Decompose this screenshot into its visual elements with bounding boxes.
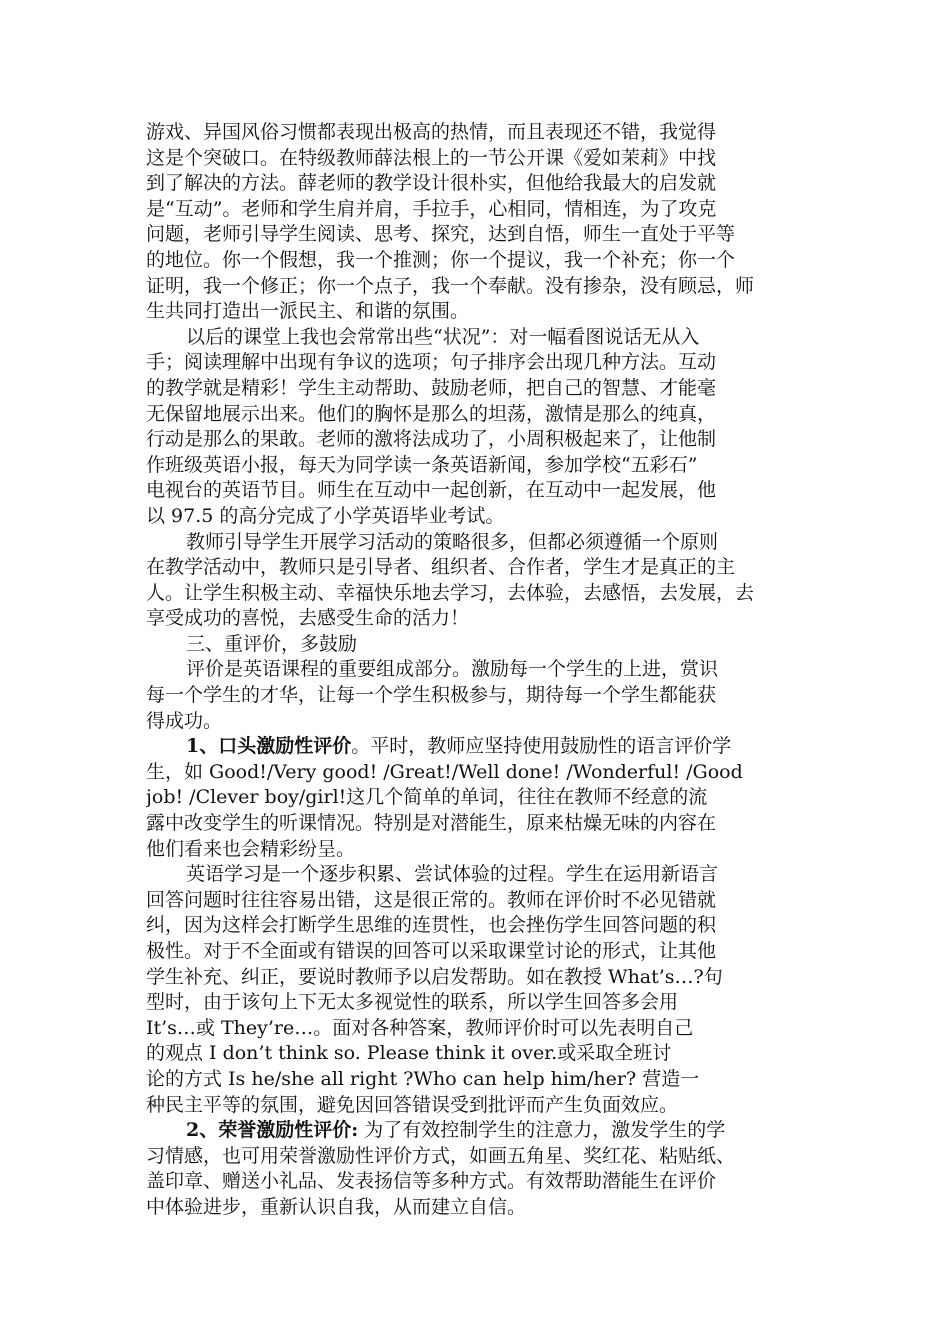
text-line: 论的方式 Is he/she all right ?Who can help him/her? 营造一 (146, 1067, 700, 1090)
text-run: 为了有效控制学生的注意力，激发学生的学 (358, 1119, 726, 1142)
text-line: 游戏、异国风俗习惯都表现出极高的热情，而且表现还不错，我觉得 (146, 121, 717, 143)
subheading-honor-praise: 2、荣誉激励性评价: (186, 1119, 359, 1142)
text-line: 在教学活动中，教师只是引导者、组织者、合作者，学生才是真正的主 (146, 556, 736, 579)
subheading-oral-praise: 1、口头激励性评价 (186, 735, 352, 758)
text-line: 盖印章、赠送小礼品、发表扬信等多种方式。有效帮助潜能生在评价 (146, 1170, 717, 1193)
text-line: 中体验进步，重新认识自我，从而建立自信。 (146, 1195, 527, 1218)
text-line: 每一个学生的才华，让每一个学生积极参与，期待每一个学生都能获 (146, 684, 717, 707)
text-line: 评价是英语课程的重要组成部分。激励每一个学生的上进，赏识 (186, 658, 719, 681)
text-line: 得成功。 (146, 709, 223, 732)
text-line: 生，如 Good!/Very good! /Great!/Well done! /Wonderful! /Good (146, 760, 743, 783)
text-line: 他们看来也会精彩纷呈。 (146, 837, 356, 860)
text-line: 以 97.5 的高分完成了小学英语毕业考试。 (146, 504, 505, 527)
text-line: 到了解决的方法。薛老师的教学设计很朴实，但他给我最大的启发就 (146, 172, 717, 195)
text-line: It’s…或 They’re…。面对各种答案，教师评价时可以先表明自己 (146, 1016, 694, 1039)
text-line: 学生补充、纠正，要说时教师予以启发帮助。如在教授 What’s…?句 (146, 965, 723, 988)
document-page (146, 120, 808, 1221)
text-line: 手；阅读理解中出现有争议的选项；句子排序会出现几种方法。互动 (146, 351, 717, 374)
text-line: 这是个突破口。在特级教师薛法根上的一节公开课《爱如茉莉》中找 (146, 146, 717, 169)
text-line: 回答问题时往往容易出错，这是很正常的。教师在评价时不必见错就 (146, 888, 717, 911)
text-line: 型时，由于该句上下无太多视觉性的联系，所以学生回答多会用 (146, 991, 679, 1014)
text-line: 电视台的英语节目。师生在互动中一起创新，在互动中一起发展，他 (146, 479, 717, 502)
text-line: 纠，因为这样会打断学生思维的连贯性，也会挫伤学生回答问题的积 (146, 914, 717, 937)
text-line: 极性。对于不全面或有错误的回答可以采取课堂讨论的形式，让其他 (146, 940, 717, 962)
text-line: 英语学习是一个逐步积累、尝试体验的过程。学生在运用新语言 (186, 863, 719, 886)
text-line: 证明，我一个修正；你一个点子，我一个奉献。没有掺杂，没有顾忌，师 (146, 274, 755, 297)
text-line: 的地位。你一个假想，我一个推测；你一个提议，我一个补充；你一个 (146, 248, 736, 271)
text-line: 人。让学生积极主动、幸福快乐地去学习，去体验，去感悟，去发展，去 (146, 581, 755, 604)
text-line (146, 734, 808, 760)
text-line: 以后的课堂上我也会常常出些“状况”：对一幅看图说话无从入 (186, 325, 700, 348)
text-line: 作班级英语小报，每天为同学读一条英语新闻，参加学校“五彩石” (146, 453, 698, 476)
text-line: 的教学就是精彩！学生主动帮助、鼓励老师，把自己的智慧、才能毫 (146, 376, 717, 399)
text-line: 习情感，也可用荣誉激励性评价方式，如画五角星、奖红花、粘贴纸、 (146, 1144, 736, 1167)
text-line: 种民主平等的氛围，避免因回答错误受到批评而产生负面效应。 (146, 1093, 679, 1116)
text-line: 无保留地展示出来。他们的胸怀是那么的坦荡，激情是那么的纯真， (146, 402, 717, 425)
text-run: 。平时，教师应坚持使用鼓励性的语言评价学 (351, 735, 732, 758)
text-line: 享受成功的喜悦，去感受生命的活力！ (146, 607, 470, 630)
text-line: 行动是那么的果敢。老师的激将法成功了，小周积极起来了，让他制 (146, 428, 717, 451)
text-line: 是“互动”。老师和学生肩并肩，手拉手，心相同，情相连，为了攻克 (146, 197, 717, 220)
text-line: 教师引导学生开展学习活动的策略很多，但都必须遵循一个原则 (186, 530, 719, 553)
text-line: 问题，老师引导学生阅读、思考、探究，达到自悟，师生一直处于平等 (146, 223, 736, 246)
section-heading: 三、重评价，多鼓励 (186, 632, 358, 655)
text-line: 的观点 I don’t think so. Please think it over.或采取全班讨 (146, 1042, 672, 1065)
text-line: 露中改变学生的听课情况。特别是对潜能生，原来枯燥无味的内容在 (146, 812, 717, 835)
text-line: job! /Clever boy/girl!这几个简单的单词，往往在教师不经意的流 (146, 786, 708, 809)
text-line (146, 1118, 808, 1144)
text-line: 生共同打造出一派民主、和谐的氛围。 (146, 300, 470, 323)
